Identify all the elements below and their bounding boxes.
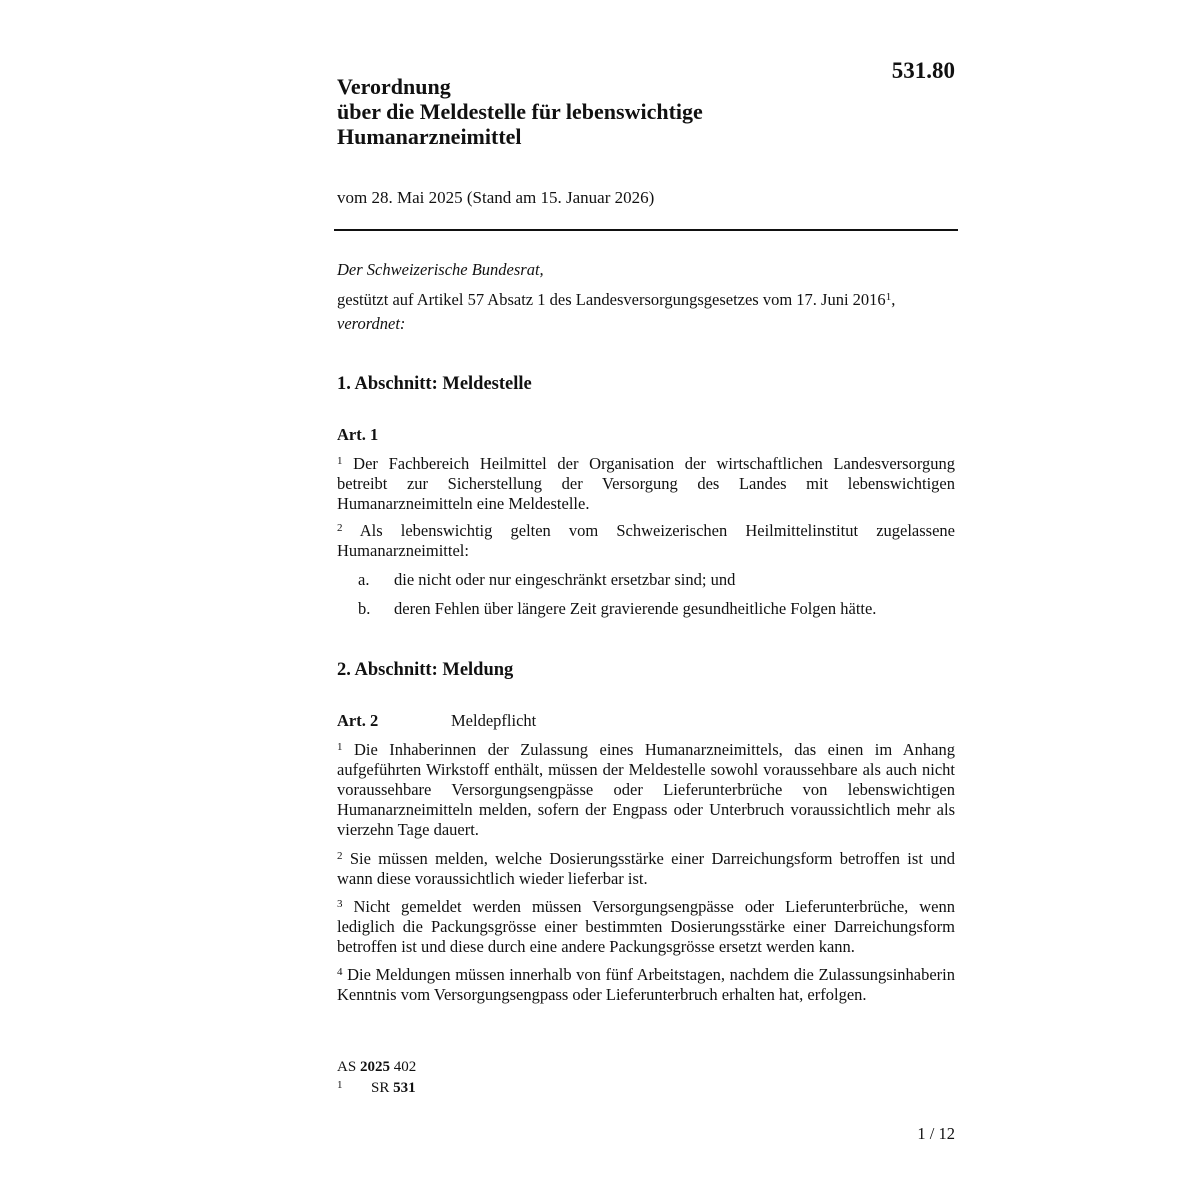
title-divider [334, 229, 958, 231]
list-item-text-b: deren Fehlen über längere Zeit gravierende gesundheitliche Folgen hätte. [394, 599, 877, 618]
article-1-paragraph-1 [337, 454, 955, 514]
list-item-letter-a: a. [358, 570, 370, 589]
title-line-2: über die Meldestelle für lebenswichtige [337, 99, 703, 124]
paragraph-number: 3 [337, 898, 343, 911]
paragraph-number: 1 [337, 741, 343, 754]
paragraph-text: Nicht gemeldet werden müssen Versorgungsengpässe oder Lieferunterbrüche, wenn lediglich die Packungsgrösse einer bestimmten Dosierungsstärke einer Darreichungsform betroffen ist und diese durch eine andere Packungsgrösse ersetzt werden kann. [337, 897, 955, 956]
paragraph-number: 2 [337, 522, 343, 535]
paragraph-text: Der Fachbereich Heilmittel der Organisation der wirtschaftlichen Landesversorgung betreibt zur Sicherstellung der Versorgung des Landes mit lebenswichtigen Humanarzneimitteln eine Meldestelle. [337, 454, 956, 513]
preamble-authority: Der Schweizerische Bundesrat, [337, 260, 544, 279]
article-2-caption: Meldepflicht [451, 711, 537, 730]
article-2-paragraph-1 [337, 740, 955, 840]
preamble-basis-end: , [891, 290, 896, 309]
list-item-text-a: die nicht oder nur eingeschränkt ersetzbar sind; und [394, 570, 736, 589]
preamble-basis-text: gestützt auf Artikel 57 Absatz 1 des Landesversorgungsgesetzes vom 17. Juni 2016 [337, 290, 886, 309]
article-2-paragraph-3 [337, 897, 955, 957]
title-line-1: Verordnung [337, 74, 451, 99]
paragraph-text: Die Meldungen müssen innerhalb von fünf Arbeitstagen, nachdem die Zulassungsinhaberin Kenntnis vom Versorgungsengpass oder Lieferunterbruch erhalten hat, erfolgen. [337, 965, 955, 1004]
paragraph-number: 1 [337, 455, 343, 468]
paragraph-text: Sie müssen melden, welche Dosierungsstärke einer Darreichungsform betroffen ist und wann diese voraussichtlich wieder lieferbar ist. [337, 849, 955, 888]
section-2-heading: 2. Abschnitt: Meldung [337, 660, 514, 680]
paragraph-number: 4 [337, 966, 343, 979]
list-item-letter-b: b. [358, 599, 371, 618]
paragraph-text: Die Inhaberinnen der Zulassung eines Humanarzneimittels, das einen im Anhang aufgeführten Wirkstoff enthält, müssen der Meldestelle sowohl voraussehbare als auch nicht voraussehbare Versorgungsengpässe oder Lieferunterbrüche von lebenswichtigen Humanarzneimitteln melden, sofern der Engpass oder Unterbruch voraussichtlich mehr als vierzehn Tage dauert. [337, 740, 956, 839]
article-1-paragraph-2 [337, 521, 955, 561]
document-title [337, 74, 817, 149]
sr-value: 531 [393, 1080, 416, 1096]
as-page: 402 [393, 1059, 417, 1075]
article-1-title: Art. 1 [337, 425, 379, 444]
as-prefix: AS [337, 1059, 357, 1075]
article-2-paragraph-2 [337, 849, 955, 889]
footnote-ref[interactable]: 1 [885, 291, 892, 304]
preamble-verb: verordnet: [337, 314, 406, 333]
title-line-3: Humanarzneimittel [337, 124, 522, 149]
as-year: 2025 [359, 1059, 390, 1075]
date-status-line: vom 28. Mai 2025 (Stand am 15. Januar 2026) [337, 188, 655, 207]
preamble-basis [337, 290, 895, 310]
sr-number: 531.80 [891, 58, 955, 83]
official-compilation-ref [337, 1059, 416, 1076]
paragraph-text: Als lebenswichtig gelten vom Schweizerischen Heilmittelinstitut zugelassene Humanarzneimittel: [337, 521, 955, 560]
sr-prefix: SR [371, 1080, 390, 1096]
footnote-number: 1 [337, 1079, 343, 1091]
paragraph-number: 2 [337, 850, 343, 863]
section-1-heading: 1. Abschnitt: Meldestelle [337, 374, 532, 394]
footnote-text [371, 1080, 416, 1097]
article-2-title: Art. 2 [337, 711, 379, 730]
article-2-paragraph-4 [337, 965, 955, 1005]
page-number: 1 / 12 [917, 1124, 955, 1143]
